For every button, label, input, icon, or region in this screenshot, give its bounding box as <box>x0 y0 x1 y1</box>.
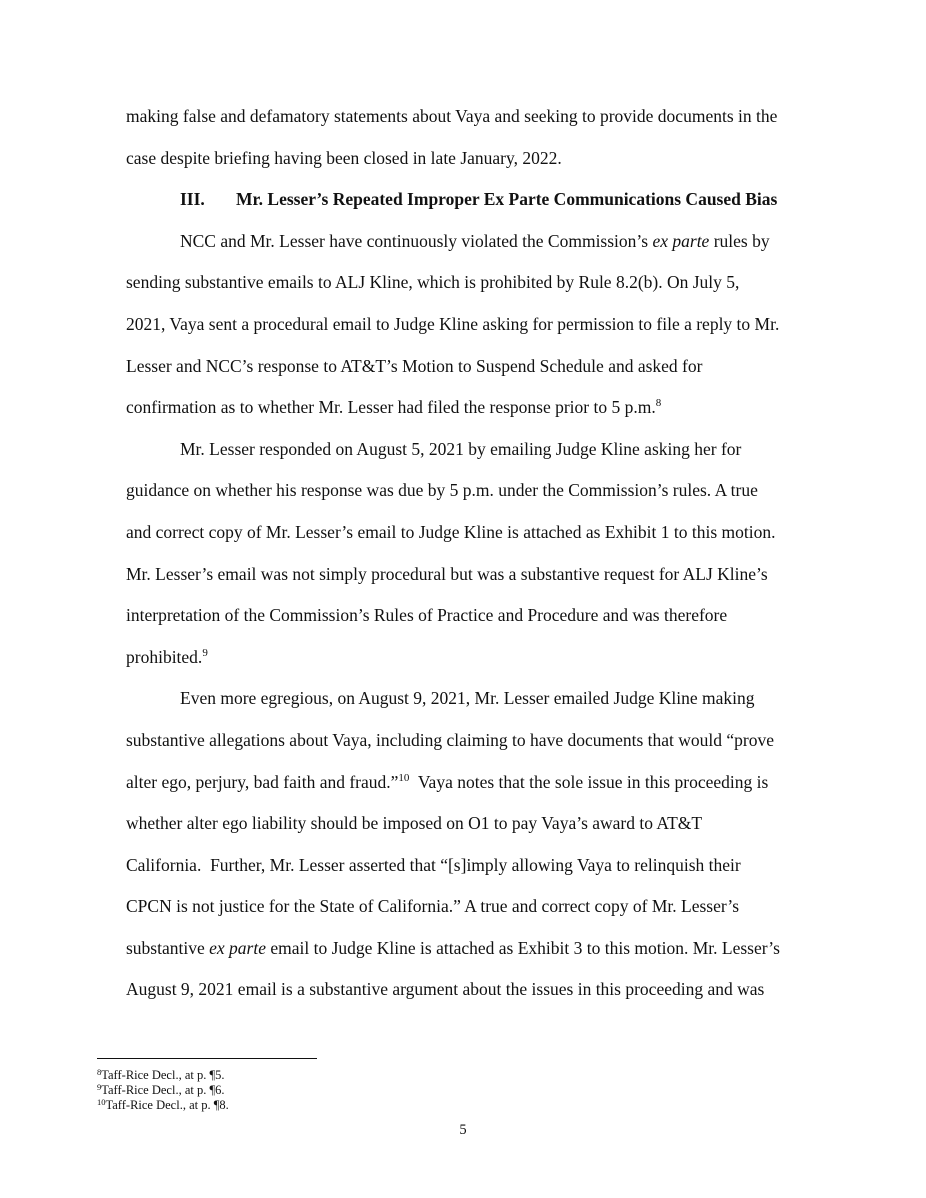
footnote-number: 9 <box>97 1082 102 1092</box>
text-line: interpretation of the Commission’s Rules of Practice and Procedure and was therefore <box>126 605 728 626</box>
footnote-ref: 9 <box>202 646 208 659</box>
text-line: making false and defamatory statements about Vaya and seeking to provide documents in the <box>126 106 778 126</box>
footnote-ref: 10 <box>398 771 410 784</box>
page-number: 5 <box>459 1122 467 1138</box>
text-span: prohibited. <box>126 646 203 667</box>
text-line <box>126 221 816 263</box>
text-line: and correct copy of Mr. Lesser’s email to Judge Kline is attached as Exhibit 1 to this motion. <box>126 521 776 542</box>
footnote-number: 10 <box>97 1097 106 1107</box>
footnote-number: 8 <box>97 1067 102 1077</box>
text-span: NCC and Mr. Lesser have continuously violated the Commission’s <box>180 230 653 251</box>
text-span: rules by <box>709 230 770 251</box>
text-line: 2021, Vaya sent a procedural email to Judge Kline asking for permission to file a reply to Mr. <box>126 313 780 334</box>
text-line <box>126 387 816 429</box>
text-line: whether alter ego liability should be imposed on O1 to pay Vaya’s award to AT&T <box>126 813 703 834</box>
text-line: Mr. Lesser’s email was not simply procedural but was a substantive request for ALJ Kline’s <box>126 563 768 584</box>
text-span: substantive <box>126 937 210 958</box>
text-line: substantive allegations about Vaya, including claiming to have documents that would “prove <box>126 729 775 750</box>
text-line: guidance on whether his response was due by 5 p.m. under the Commission’s rules. A true <box>126 480 758 501</box>
text-line <box>126 637 816 679</box>
footnotes <box>97 1068 229 1113</box>
text-line: Lesser and NCC’s response to AT&T’s Motion to Suspend Schedule and asked for <box>126 355 703 376</box>
text-line <box>126 928 816 970</box>
text-line: sending substantive emails to ALJ Kline, which is prohibited by Rule 8.2(b). On July 5, <box>126 272 740 293</box>
text-span: alter ego, perjury, bad faith and fraud.” <box>126 771 399 792</box>
italic-text: ex parte <box>209 937 266 958</box>
text-span: confirmation as to whether Mr. Lesser had filed the response prior to 5 p.m. <box>126 397 656 418</box>
italic-text: ex parte <box>652 230 710 251</box>
section-title: Mr. Lesser’s Repeated Improper Ex Parte Communications Caused Bias <box>236 189 778 210</box>
text-span: email to Judge Kline is attached as Exhibit 3 to this motion. Mr. Lesser’s <box>265 937 780 958</box>
text-line: Even more egregious, on August 9, 2021, Mr. Lesser emailed Judge Kline making <box>180 688 755 709</box>
text-line: August 9, 2021 email is a substantive argument about the issues in this proceeding and was <box>126 979 765 1000</box>
text-line: California. Further, Mr. Lesser asserted that “[s]imply allowing Vaya to relinquish their <box>126 854 741 875</box>
footnote-text: Taff-Rice Decl., at p. ¶8. <box>105 1098 229 1112</box>
body-text <box>126 96 816 1011</box>
footnote-ref: 8 <box>655 397 662 410</box>
footnote-text: Taff-Rice Decl., at p. ¶6. <box>101 1083 225 1097</box>
footnote-separator <box>97 1058 317 1059</box>
text-line: case despite briefing having been closed in late January, 2022. <box>126 147 562 168</box>
text-line <box>126 762 816 804</box>
footnote <box>97 1098 229 1113</box>
text-span: Vaya notes that the sole issue in this proceeding is <box>409 771 769 792</box>
section-number: III. <box>180 189 205 210</box>
footnote-text: Taff-Rice Decl., at p. ¶5. <box>101 1068 225 1082</box>
text-line: Mr. Lesser responded on August 5, 2021 by emailing Judge Kline asking her for <box>180 438 742 459</box>
footnote <box>97 1083 229 1098</box>
text-line: CPCN is not justice for the State of California.” A true and correct copy of Mr. Lesser’s <box>126 896 740 917</box>
footnote <box>97 1068 229 1083</box>
section-heading <box>126 179 816 221</box>
